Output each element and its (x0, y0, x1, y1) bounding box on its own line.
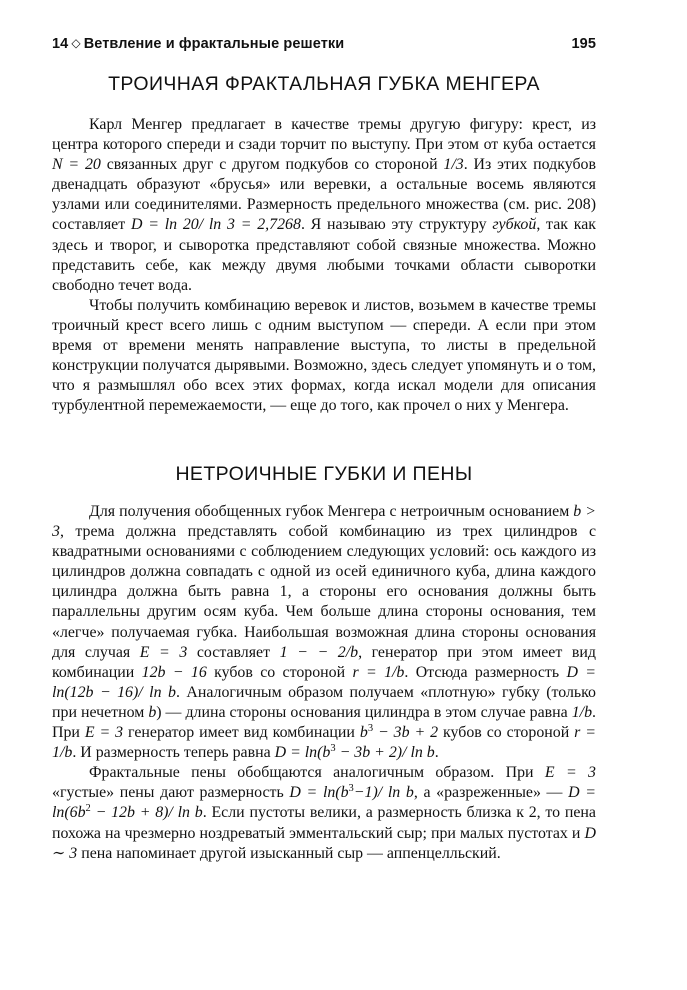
math-part: D = ln(b (274, 744, 331, 762)
math-inline: D ∼ 3 (52, 824, 596, 862)
paragraph (52, 502, 596, 763)
text-run: связанных друг с другом подкубов со стороной (100, 156, 444, 174)
math-inline: 1 − − 2/b (279, 643, 359, 661)
emphasis-term: губкой (492, 216, 537, 234)
math-part: −1)/ ln b (353, 784, 414, 802)
chapter-heading (52, 36, 344, 52)
section-heading-menger-sponge: ТРОИЧНАЯ ФРАКТАЛЬНАЯ ГУБКА МЕНГЕРА (108, 73, 540, 95)
math-inline: r = 1/b (52, 724, 596, 762)
text-run: ) — длина стороны основания цилиндра в этом случае равна (156, 703, 572, 721)
math-part: − 3b + 2 (373, 724, 439, 742)
text-run: . Аналогичным образом получаем «плотную» губку (только при нечетном (52, 683, 597, 721)
text-run: . Я называю эту структуру (300, 216, 493, 234)
math-inline: 1/3 (443, 156, 464, 174)
math-exponent: 2 (85, 803, 91, 815)
text-run: пена напоминает другой изысканный сыр — аппенцелльский. (77, 844, 501, 862)
math-inline (289, 784, 413, 801)
text-run: , трема должна представлять собой комбинацию из трех цилиндров с квадратными основаниями с соблюдением следующих условий: ось каждого из цилиндров должна совпадать с одной из осей единичного куба, длина каждого цилиндра должна быть равна 1, а стороны его основания должны быть параллельны другим осям куба. Чем больше длина стороны основания, тем «легче» получаемая губка. Наибольшая возможная длина стороны основания для случая (52, 523, 596, 661)
math-inline: b (148, 703, 157, 721)
text-run: . Если пустоты велики, а размерность близка к 2, то пена похожа на чрезмерно ноздреватый эмментальский сыр; при малых пустотах и (52, 804, 596, 842)
math-inline: E = 3 (84, 724, 124, 742)
section-body-menger-sponge (52, 115, 596, 416)
math-part: D = ln(6b (52, 784, 596, 822)
text-run: . Отсюда размерность (404, 663, 567, 681)
text-run: Фрактальные пены обобщаются аналогичным образом. При (89, 764, 545, 782)
math-inline: b > 3 (52, 503, 596, 541)
math-inline (275, 744, 435, 761)
page-number: 195 (571, 36, 596, 52)
text-run: генератор имеет вид комбинации (123, 724, 360, 742)
math-part: b (359, 724, 368, 742)
text-run: составляет (187, 643, 280, 661)
text-run: кубов со стороной (438, 724, 575, 742)
math-part: − 12b + 8)/ ln b (90, 804, 203, 822)
text-run: . (434, 744, 439, 762)
diamond-icon: ◇ (71, 36, 81, 50)
math-exponent: 3 (367, 723, 374, 735)
math-exponent: 3 (330, 743, 336, 755)
text-run: . Из этих подкубов двенадцать образуют «брусья» или веревки, а остальные восемь являются узлами или соединителями. Размерность предельного множества (см. рис. 208) составляет (52, 156, 596, 234)
running-header (52, 36, 596, 58)
section-heading-nontriadic-sponges: НЕТРОИЧНЫЕ ГУБКИ И ПЕНЫ (175, 463, 473, 485)
text-run: Карл Менгер предлагает в качестве тремы другую фигуру: крест, из центра которого спереди и сзади торчит по выступу. При этом от куба остается (52, 116, 596, 154)
text-run: «густые» пены дают размерность (52, 784, 290, 802)
text-run: . И размерность теперь равна (72, 744, 275, 762)
math-inline: D = ln 20/ ln 3 = 2,7268 (130, 216, 301, 234)
paragraph: Чтобы получить комбинацию веревок и листов, возьмем в качестве тремы троичный крест всего лишь с одним выступом — спереди. А если при этом время от времени менять направление выступа, то листы в предельной конструкции получатся дырявыми. Возможно, здесь следует упомянуть и о том, что я размышлял обо всех этих формах, когда искал модели для описания турбулентной перемежаемости, — еще до того, как прочел о них у Менгера. (52, 296, 596, 415)
paragraph (52, 763, 596, 863)
math-inline: E = 3 (139, 643, 188, 661)
math-exponent: 3 (348, 783, 354, 795)
text-run: , генератор при этом имеет вид комбинации (52, 643, 596, 681)
math-inline: D = ln(12b − 16)/ ln b (52, 663, 596, 701)
math-inline: 12b − 16 (141, 663, 207, 681)
text-run: Для получения обобщенных губок Менгера с нетроичным основанием (89, 503, 574, 520)
paragraph (52, 115, 596, 296)
text-run: , так как здесь и творог, и сыворотка представляют собой связные множества. Можно представить себе, как между двумя любыми точками области сыворотки свободно течет вода. (52, 216, 596, 294)
math-inline: r = 1/b (352, 663, 405, 681)
math-inline: N = 20 (52, 156, 101, 174)
math-part: D = ln(b (289, 784, 349, 802)
math-part: − 3b + 2)/ ln b (335, 744, 435, 762)
text-run: . При (52, 703, 596, 742)
math-inline: E = 3 (544, 764, 597, 782)
chapter-number: 14 (52, 36, 69, 52)
math-inline (360, 724, 438, 741)
text-run: кубов со стороной (206, 663, 353, 681)
section-body-nontriadic-sponges (52, 502, 596, 864)
text-run: , а «разреженные» — (413, 784, 569, 802)
math-inline: 1/b (571, 703, 593, 721)
chapter-title: Ветвление и фрактальные решетки (83, 36, 345, 52)
